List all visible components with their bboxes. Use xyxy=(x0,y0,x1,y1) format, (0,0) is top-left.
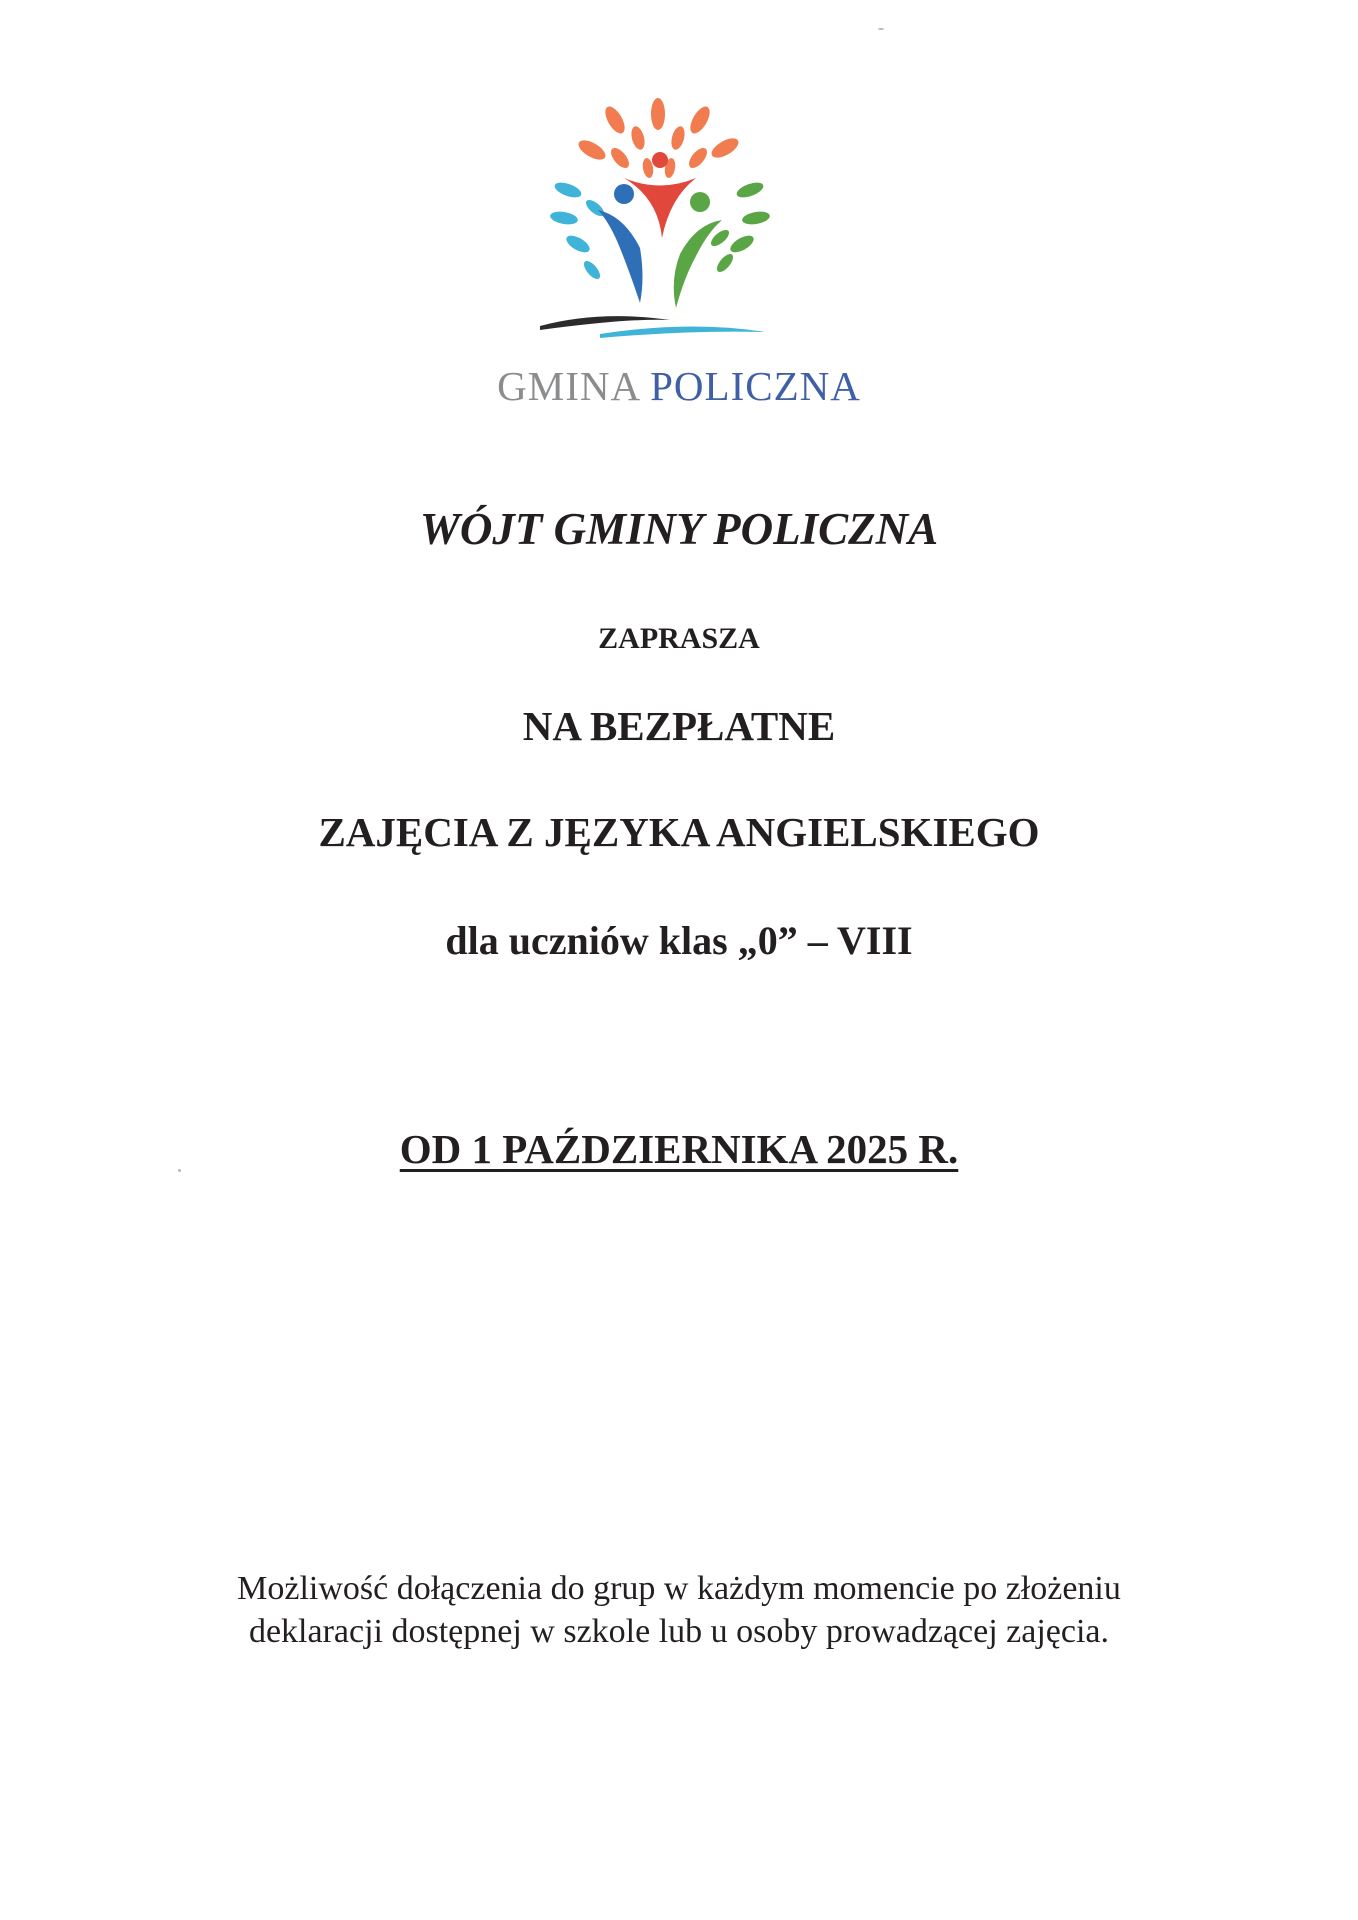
start-date-text: OD 1 PAŹDZIERNIKA 2025 R. xyxy=(399,1126,959,1172)
start-date xyxy=(0,1125,1358,1173)
info-note xyxy=(0,1567,1358,1653)
free-line: NA BEZPŁATNE xyxy=(522,703,836,749)
ground-dark-swoosh xyxy=(540,316,670,330)
cyan-leaves xyxy=(549,180,606,282)
audience-line: dla uczniów klas „0” – VIII xyxy=(445,918,913,963)
scan-speck xyxy=(178,1169,181,1172)
green-leaves xyxy=(708,180,770,275)
note-line-1: Możliwość dołączenia do grup w każdym momencie po złożeniu xyxy=(237,1570,1121,1607)
course-line: ZAJĘCIA Z JĘZYKA ANGIELSKIEGO xyxy=(318,809,1040,855)
figures xyxy=(598,152,722,308)
scan-speck xyxy=(878,28,884,30)
logo-wordmark xyxy=(0,362,1358,410)
note-line-2: deklaracji dostępnej w szkole lub u osoby prowadzącej zajęcia. xyxy=(248,1613,1110,1650)
ground-blue-swoosh xyxy=(600,326,765,338)
logo-word-policzna: POLICZNA xyxy=(650,363,861,409)
gmina-policzna-logo xyxy=(520,98,810,358)
logo-word-gmina: GMINA xyxy=(497,363,639,409)
invites-line: ZAPRASZA xyxy=(598,622,760,655)
poster-title: WÓJT GMINY POLICZNA xyxy=(419,504,939,554)
